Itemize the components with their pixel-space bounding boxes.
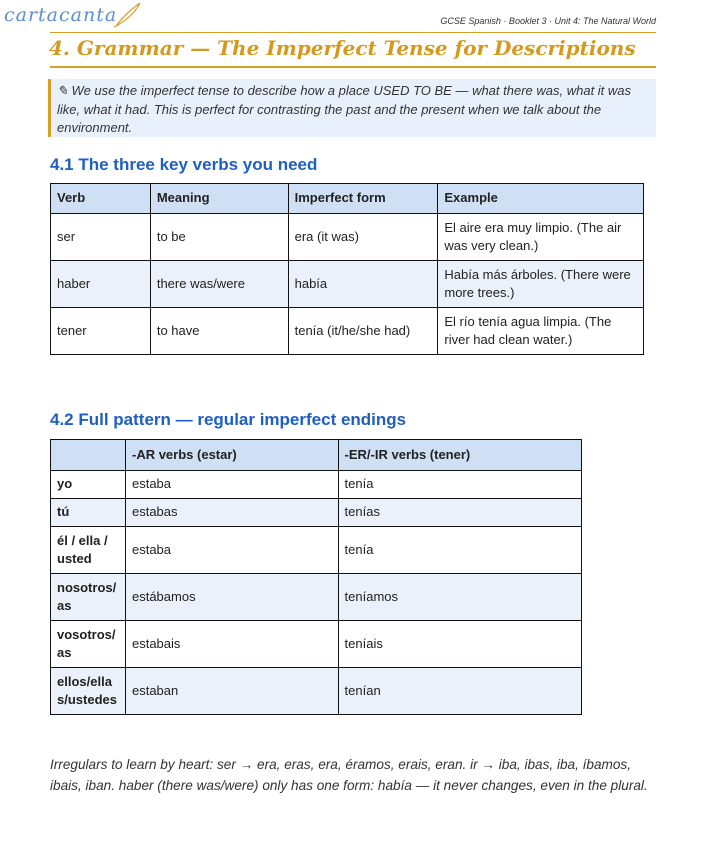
table-cell: tenía: [338, 471, 581, 499]
column-header: Verb: [51, 184, 151, 214]
table-row: [51, 527, 582, 574]
table-row: [51, 261, 644, 308]
table-cell: teníamos: [338, 574, 581, 621]
table-cell: El aire era muy limpio. (The air was very clean.): [438, 214, 644, 261]
table-row: [51, 574, 582, 621]
table-row: [51, 471, 582, 499]
column-header: -AR verbs (estar): [125, 440, 338, 471]
table-row: [51, 499, 582, 527]
table-cell: estaban: [125, 668, 338, 715]
table-cell: ser: [51, 214, 151, 261]
section-heading-key-verbs: 4.1 The three key verbs you need: [50, 155, 318, 174]
title-rule: [50, 66, 656, 68]
header-rule: [50, 32, 656, 33]
table-cell: tener: [51, 308, 151, 355]
pronoun-cell: vosotros/ as: [51, 621, 126, 668]
table-cell: haber: [51, 261, 151, 308]
table-cell: tenías: [338, 499, 581, 527]
cartacanta-logo: [4, 2, 144, 30]
running-head: GCSE Spanish · Booklet 3 · Unit 4: The Natural World: [440, 16, 656, 26]
page-title: 4. Grammar — The Imperfect Tense for Descriptions: [49, 36, 636, 60]
irregulars-note: Irregulars to learn by heart: ser → era, eras, era, éramos, erais, eran. ir → iba, ibas, iba, íbamos, ibais, iban. haber (there was/were) only has one form: había — it never changes, even in the plural.: [50, 757, 648, 793]
pronoun-cell: yo: [51, 471, 126, 499]
table-cell: tenía: [338, 527, 581, 574]
section-heading-endings: 4.2 Full pattern — regular imperfect endings: [50, 410, 407, 429]
table-cell: estaba: [125, 471, 338, 499]
table-cell: estabas: [125, 499, 338, 527]
table-cell: estaba: [125, 527, 338, 574]
quill-icon: [112, 2, 142, 28]
table-cell: teníais: [338, 621, 581, 668]
table-row: [51, 308, 644, 355]
table-cell: estabais: [125, 621, 338, 668]
table-cell: Había más árboles. (There were more trees.): [438, 261, 644, 308]
pronoun-cell: él / ella / usted: [51, 527, 126, 574]
imperfect-endings-table: [50, 439, 582, 715]
table-row: [51, 668, 582, 715]
table-cell: estábamos: [125, 574, 338, 621]
column-header: Imperfect form: [288, 184, 438, 214]
table-cell: era (it was): [288, 214, 438, 261]
table-cell: to have: [150, 308, 288, 355]
key-verbs-table: [50, 183, 644, 355]
logo-wordmark: cartacanta: [4, 4, 118, 26]
intro-note: [48, 79, 656, 137]
column-header: [51, 440, 126, 471]
table-cell: there was/were: [150, 261, 288, 308]
column-header: Example: [438, 184, 644, 214]
table-cell: tenía (it/he/she had): [288, 308, 438, 355]
table-row: [51, 214, 644, 261]
pencil-icon: ✎: [57, 83, 68, 98]
pronoun-cell: nosotros/ as: [51, 574, 126, 621]
pronoun-cell: tú: [51, 499, 126, 527]
table-cell: El río tenía agua limpia. (The river had clean water.): [438, 308, 644, 355]
table-cell: había: [288, 261, 438, 308]
table-cell: to be: [150, 214, 288, 261]
column-header: -ER/-IR verbs (tener): [338, 440, 581, 471]
intro-note-text: We use the imperfect tense to describe how a place USED TO BE — what there was, what it was like, what it had. This is perfect for contrasting the past and the present when we talk about the environment.: [57, 83, 632, 135]
column-header: Meaning: [150, 184, 288, 214]
table-header-row: [51, 440, 582, 471]
table-cell: tenían: [338, 668, 581, 715]
table-row: [51, 621, 582, 668]
pronoun-cell: ellos/ella s/ustedes: [51, 668, 126, 715]
table-header-row: [51, 184, 644, 214]
